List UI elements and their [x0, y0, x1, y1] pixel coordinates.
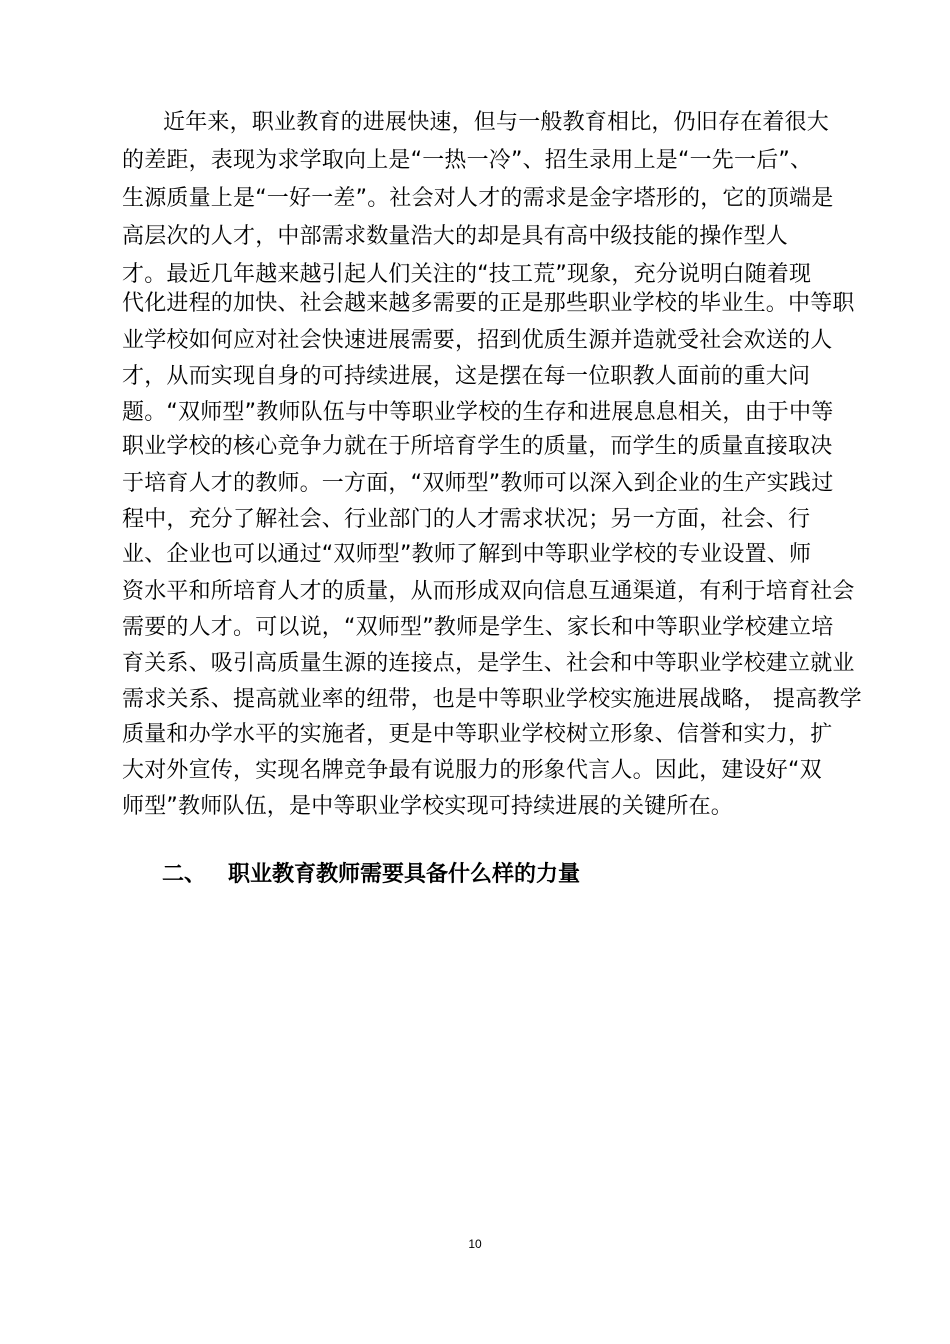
paragraph-line-4: 高层次的人才，中部需求数量浩大的却是具有高中级技能的操作型人 — [122, 224, 789, 249]
paragraph-line-12: 程中，充分了解社会、行业部门的人才需求状况；另一方面，社会、行 — [122, 507, 811, 532]
paragraph-line-11: 于培育人才的教师。一方面，“双师型”教师可以深入到企业的生产实践过 — [122, 471, 834, 496]
paragraph-line-6: 代化进程的加快、社会越来越多需要的正是那些职业学校的毕业生。中等职 — [122, 291, 855, 316]
section-heading-text: 职业教育教师需要具备什么样的力量 — [228, 862, 581, 887]
paragraph-line-16: 育关系、吸引高质量生源的连接点，是学生、社会和中等职业学校建立就业 — [122, 651, 855, 676]
paragraph-line-1: 近年来，职业教育的进展快速，但与一般教育相比，仍旧存在着很大 — [163, 110, 830, 135]
paragraph-line-9: 题。“双师型”教师队伍与中等职业学校的生存和进展息息相关，由于中等 — [122, 400, 834, 425]
section-heading — [162, 860, 580, 890]
paragraph-line-7: 业学校如何应对社会快速进展需要，招到优质生源并造就受社会欢送的人 — [122, 328, 833, 353]
page-number: 10 — [468, 1237, 482, 1251]
paragraph-line-15: 需要的人才。可以说，“双师型”教师是学生、家长和中等职业学校建立培 — [122, 615, 834, 640]
paragraph-line-13: 业、企业也可以通过“双师型”教师了解到中等职业学校的专业设置、师 — [122, 542, 812, 567]
paragraph-line-3: 生源质量上是“一好一差”。社会对人才的需求是金字塔形的，它的顶端是 — [122, 186, 834, 211]
paragraph-line-10: 职业学校的核心竞争力就在于所培育学生的质量，而学生的质量直接取决 — [122, 434, 833, 459]
paragraph-line-20: 师型”教师队伍，是中等职业学校实现可持续进展的关键所在。 — [122, 794, 733, 819]
paragraph-line-2: 的差距，表现为求学取向上是“一热一冷”、招生录用上是“一先一后”、 — [122, 148, 813, 173]
paragraph-line-17: 需求关系、提高就业率的纽带，也是中等职业学校实施进展战略， 提高教学 — [122, 687, 862, 712]
paragraph-line-8: 才，从而实现自身的可持续进展，这是摆在每一位职教人面前的重大问 — [122, 364, 811, 389]
paragraph-line-14: 资水平和所培育人才的质量，从而形成双向信息互通渠道，有利于培育社会 — [122, 579, 855, 604]
paragraph-line-18: 质量和办学水平的实施者，更是中等职业学校树立形象、信誉和实力，扩 — [122, 722, 833, 747]
section-heading-number: 二、 — [162, 862, 207, 887]
paragraph-line-19: 大对外宣传，实现名牌竞争最有说服力的形象代言人。因此，建设好“双 — [122, 758, 822, 783]
paragraph-line-5: 才。最近几年越来越引起人们关注的“技工荒”现象，充分说明白随着现 — [122, 262, 812, 287]
